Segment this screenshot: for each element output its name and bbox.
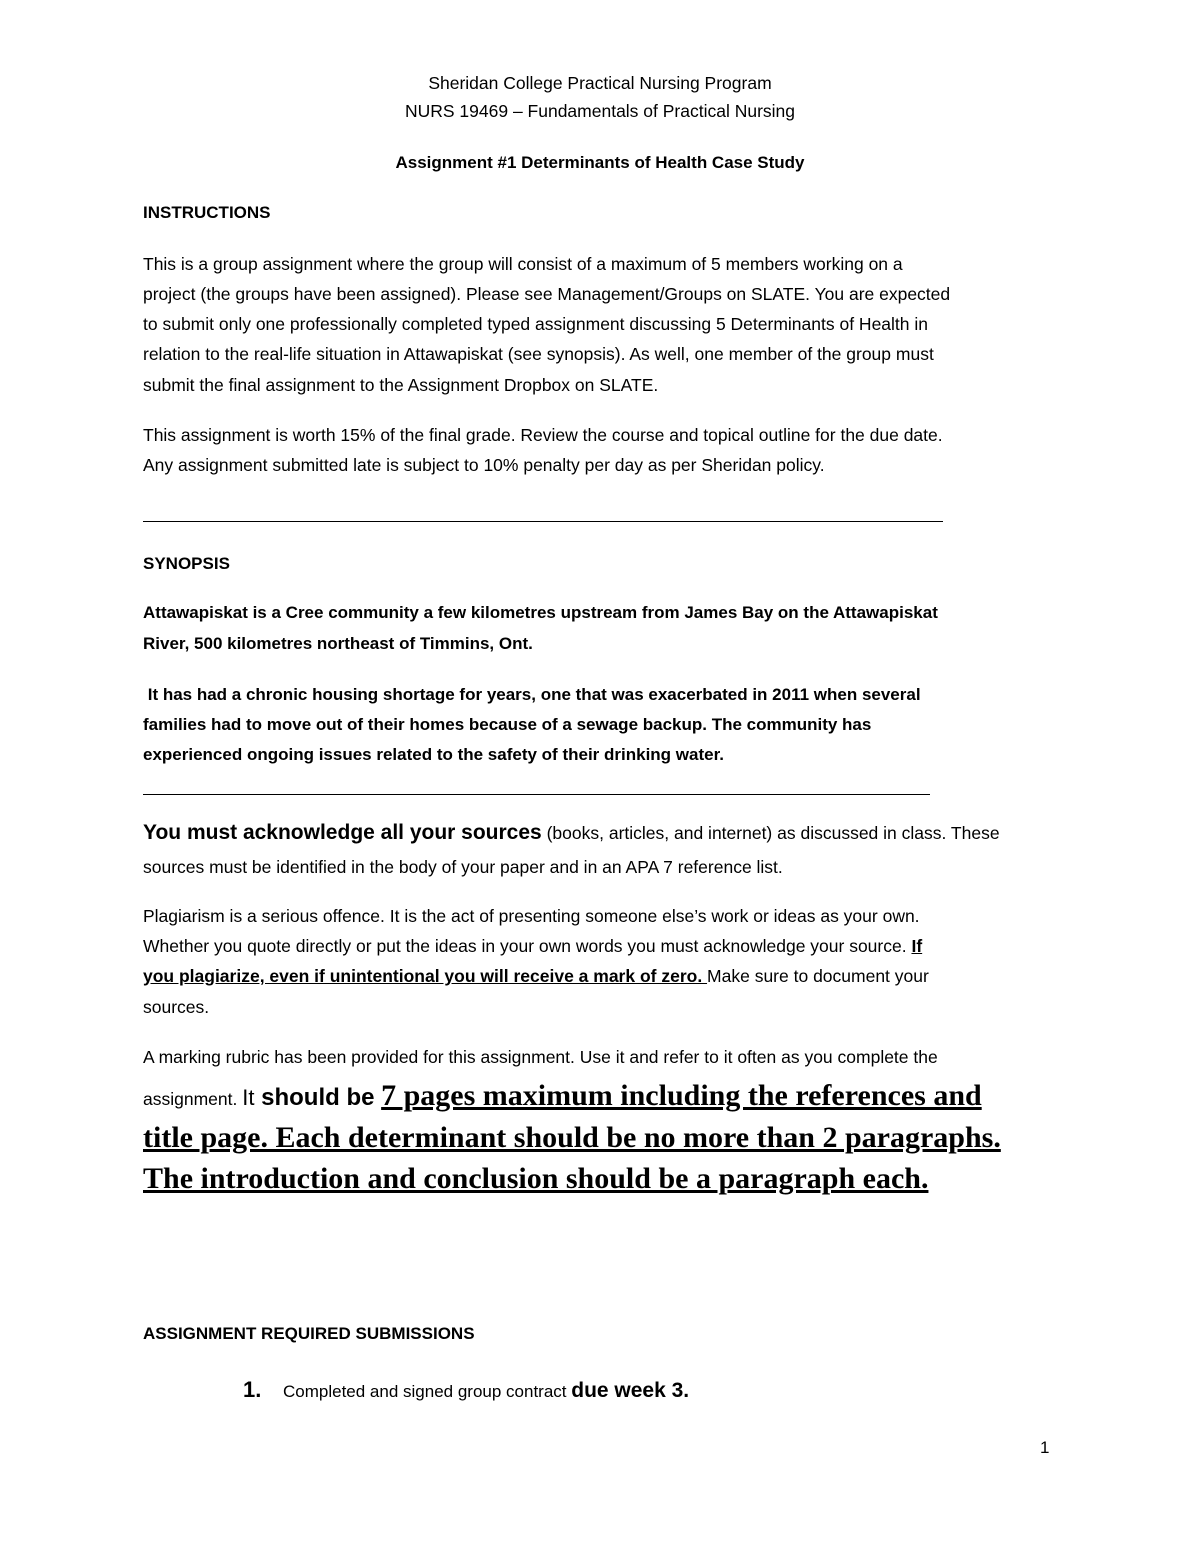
assignment-title: Assignment #1 Determinants of Health Case Study xyxy=(395,153,805,172)
rubric-line-2-text: assignment. xyxy=(143,1089,243,1109)
rubric-should-be: should be xyxy=(254,1084,382,1111)
section-divider xyxy=(143,521,943,522)
plagiarism-warning: you plagiarize, even if unintentional you will receive a mark of zero. xyxy=(143,966,708,986)
synopsis-heading: SYNOPSIS xyxy=(143,554,230,573)
sources-line-2: sources must be identified in the body of your paper and in an APA 7 reference list. xyxy=(143,857,783,877)
rubric-it: It xyxy=(242,1085,255,1110)
sources-line-1 xyxy=(143,822,1000,844)
plagiarism-line-4: sources. xyxy=(143,997,210,1017)
instructions-heading: INSTRUCTIONS xyxy=(143,203,271,222)
rubric-line-1: A marking rubric has been provided for this assignment. Use it and refer to it often as you complete the xyxy=(143,1047,938,1067)
synopsis-line-3: It has had a chronic housing shortage for years, one that was exacerbated in 2011 when several xyxy=(143,685,921,704)
rubric-line-2 xyxy=(143,1078,982,1117)
section-divider xyxy=(143,794,930,795)
synopsis-line-2: River, 500 kilometres northeast of Timmins, Ont. xyxy=(143,634,533,653)
program-name: Sheridan College Practical Nursing Program xyxy=(428,73,772,93)
instructions-line-2: project (the groups have been assigned). Please see Management/Groups on SLATE. You are expected xyxy=(143,284,951,304)
course-name: NURS 19469 – Fundamentals of Practical Nursing xyxy=(404,101,796,121)
instructions-line-5: submit the final assignment to the Assignment Dropbox on SLATE. xyxy=(143,375,659,395)
plagiarism-line-2 xyxy=(143,935,922,957)
rubric-page-limit: 7 pages maximum including the references and xyxy=(381,1079,982,1112)
submission-number: 1. xyxy=(243,1377,262,1402)
synopsis-line-5: experienced ongoing issues related to the safety of their drinking water. xyxy=(143,745,724,764)
submissions-heading: ASSIGNMENT REQUIRED SUBMISSIONS xyxy=(143,1324,475,1343)
instructions-line-1: This is a group assignment where the group will consist of a maximum of 5 members working on a xyxy=(143,254,903,274)
submission-due: due week 3. xyxy=(571,1379,690,1402)
page-number: 1 xyxy=(1040,1438,1050,1457)
plagiarism-line-2-text: Whether you quote directly or put the ideas in your own words you must acknowledge your source. xyxy=(143,936,912,956)
rubric-intro-conclusion: The introduction and conclusion should be a paragraph each. xyxy=(143,1162,929,1195)
rubric-paragraph-limit: title page. Each determinant should be no more than 2 paragraphs. xyxy=(143,1121,1001,1154)
sources-line-1-rest: (books, articles, and internet) as discussed in class. These xyxy=(541,823,1000,843)
plagiarism-line-3 xyxy=(143,965,929,987)
sources-lead: You must acknowledge all your sources xyxy=(143,821,542,844)
grading-line-1: This assignment is worth 15% of the final grade. Review the course and topical outline for the due date. xyxy=(143,425,943,445)
synopsis-line-1: Attawapiskat is a Cree community a few kilometres upstream from James Bay on the Attawapiskat xyxy=(143,603,938,622)
submission-item xyxy=(243,1376,689,1406)
plagiarism-line-3-text: Make sure to document your xyxy=(707,966,929,986)
instructions-line-3: to submit only one professionally completed typed assignment discussing 5 Determinants of Health in xyxy=(143,314,928,334)
synopsis-line-4: families had to move out of their homes because of a sewage backup. The community has xyxy=(143,715,872,734)
plagiarism-warning-start: If xyxy=(911,936,923,956)
submission-text: Completed and signed group contract xyxy=(283,1382,572,1401)
instructions-line-4: relation to the real-life situation in Attawapiskat (see synopsis). As well, one member of the group must xyxy=(143,344,934,364)
plagiarism-line-1: Plagiarism is a serious offence. It is the act of presenting someone else’s work or ideas as your own. xyxy=(143,906,920,926)
grading-line-2: Any assignment submitted late is subject to 10% penalty per day as per Sheridan policy. xyxy=(143,455,825,475)
